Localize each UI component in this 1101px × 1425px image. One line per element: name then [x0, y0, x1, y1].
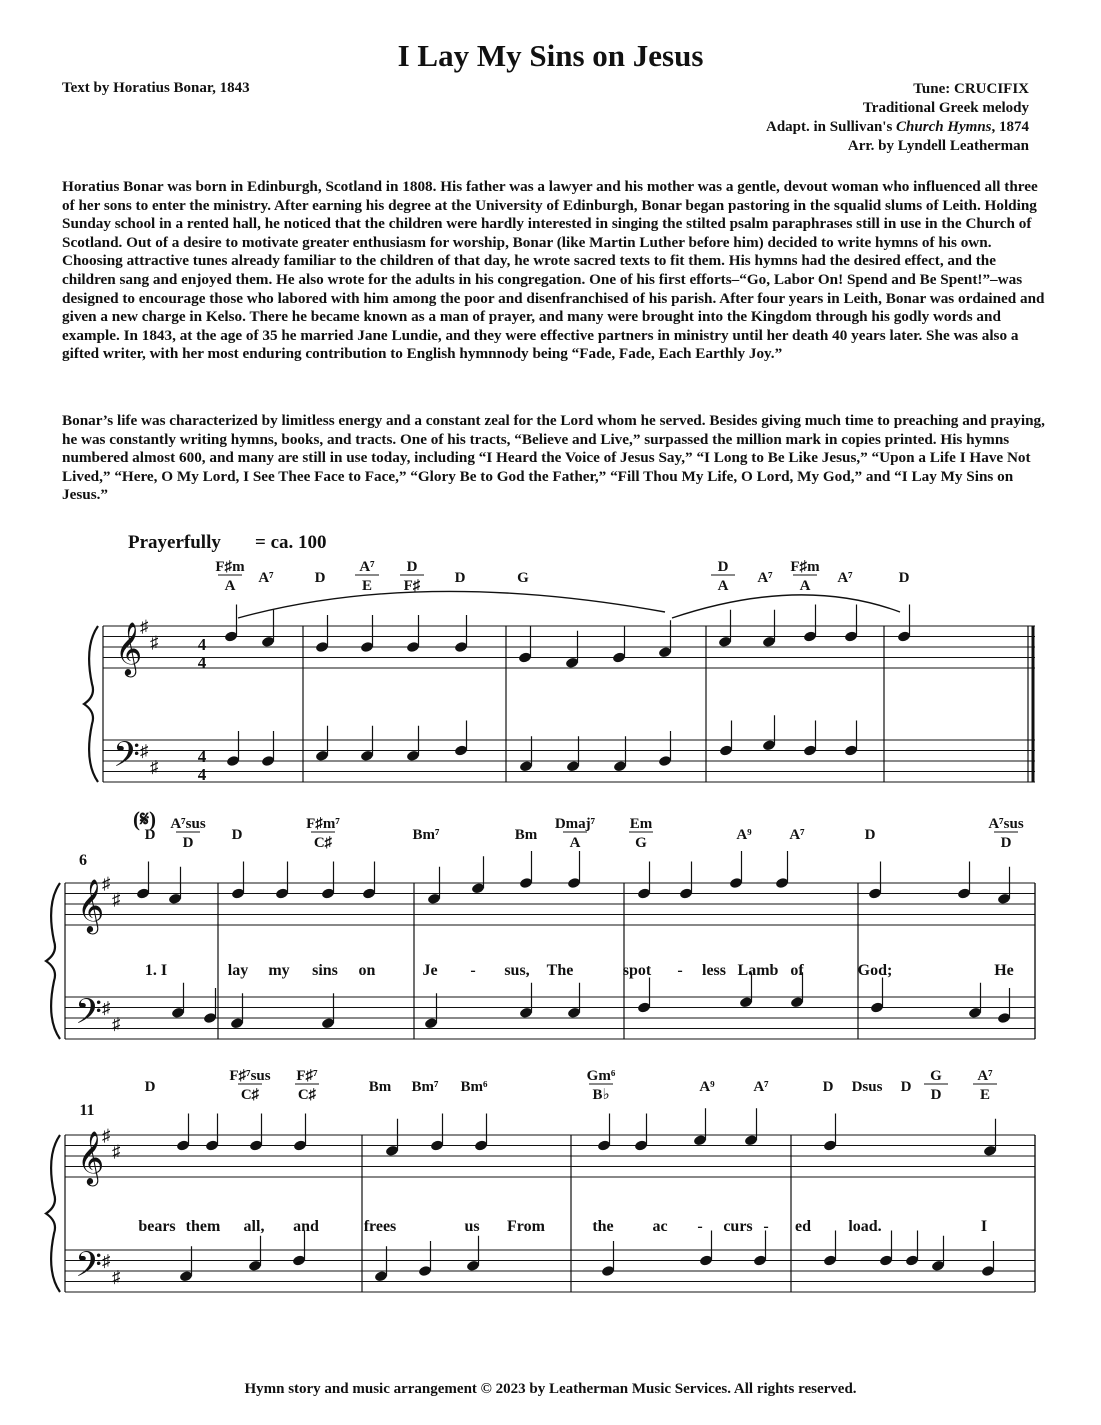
- lyric-syllable: frees: [363, 1218, 397, 1235]
- lyric-syllable: the: [592, 1218, 614, 1235]
- key-sharp: ♯: [102, 998, 111, 1018]
- lyric-syllable: -: [763, 1218, 769, 1235]
- key-sharp: ♯: [102, 1126, 111, 1145]
- lyric-syllable: -: [677, 962, 683, 979]
- chord-symbol: A⁷: [789, 827, 805, 843]
- chord-symbol: A⁷sus: [988, 816, 1024, 832]
- lyric-syllable: Lamb: [737, 962, 779, 979]
- chord-symbol: A⁷: [258, 570, 274, 586]
- chord-symbol: G: [517, 570, 529, 586]
- chord-bass-note: A: [569, 835, 581, 851]
- chord-symbol: D: [822, 1079, 834, 1095]
- adapt-prefix: Adapt. in Sullivan's: [765, 119, 897, 135]
- chord-symbol: Dmaj⁷: [554, 816, 596, 832]
- copyright-footer: Hymn story and music arrangement © 2023 by Leatherman Music Services. All rights reserved.: [244, 1381, 857, 1397]
- hymn-title: I Lay My Sins on Jesus: [397, 38, 704, 73]
- chord-bass-note: C♯: [313, 835, 333, 851]
- chord-symbol: Bm: [368, 1079, 392, 1095]
- chord-symbol: A⁷: [753, 1079, 769, 1095]
- treble-clef: 𝄞: [77, 1132, 105, 1183]
- lyric-syllable: us: [464, 1218, 480, 1235]
- chord-bass-note: A: [717, 578, 729, 594]
- chord-bass-note: E: [361, 578, 373, 594]
- segno-sign: (𝄋): [133, 807, 157, 831]
- chord-symbol: D: [144, 1079, 156, 1095]
- bass-clef: 𝄢: [75, 1247, 103, 1293]
- treble-clef: 𝄞: [115, 623, 143, 674]
- key-sharp: ♯: [112, 1014, 121, 1034]
- system-brace: [46, 883, 60, 1039]
- lyric-syllable: less: [702, 962, 726, 979]
- lyric-syllable: load.: [848, 1218, 882, 1235]
- chord-symbol: F♯⁷sus: [229, 1068, 271, 1084]
- bass-clef: 𝄢: [113, 737, 141, 783]
- key-sharp: ♯: [112, 889, 121, 909]
- system-brace: [46, 1135, 60, 1292]
- lyric-syllable: Je: [422, 962, 438, 979]
- lyric-syllable: sins: [312, 962, 338, 979]
- lyric-syllable: and: [293, 1218, 319, 1235]
- lyric-syllable: -: [470, 962, 476, 979]
- lyric-syllable: of: [790, 962, 804, 979]
- treble-clef: 𝄞: [77, 880, 105, 931]
- bass-time-sig-top: 4: [197, 747, 207, 766]
- tempo-word: Prayerfully: [128, 532, 221, 553]
- key-sharp: ♯: [140, 617, 149, 636]
- chord-symbol: Dsus: [851, 1079, 883, 1095]
- time-sig-bottom: 4: [197, 653, 207, 672]
- bass-clef: 𝄢: [75, 994, 103, 1040]
- key-sharp: ♯: [150, 632, 159, 652]
- chord-symbol: A⁹: [699, 1079, 715, 1095]
- chord-bass-note: C♯: [297, 1087, 317, 1103]
- chord-symbol: F♯m⁷: [306, 816, 340, 832]
- lyric-syllable: my: [268, 962, 290, 979]
- story-paragraph-2: Bonar’s life was characterized by limitless energy and a constant zeal for the Lord whom he served. Besides giving much time to preaching and praying, he was constantly writing hymns, books, and tracts. One of his tracts, “Believe and Live,” surpassed the million mark in copies printed. His hymns numbered almost 600, and many are still in use today, including “I Heard the Voice of Jesus Say,” “I Long to Be Like Jesus,” “Upon a Life I Have Not Lived,” “Here, O My Lord, I See Thee Face to Face,” “Glory Be to God the Father,” “Fill Thou My Life, O Lord, My God,” and “I Lay My Sins on Jesus.”: [62, 412, 1045, 504]
- adapt-year: , 1874: [991, 119, 1029, 135]
- lyric-syllable: bears: [138, 1218, 176, 1235]
- key-sharp: ♯: [102, 1251, 111, 1271]
- lyric-syllable: -: [697, 1218, 703, 1235]
- lyric-syllable: ed: [795, 1218, 811, 1235]
- chord-symbol: A⁷sus: [170, 816, 206, 832]
- text-credit: Text by Horatius Bonar, 1843: [62, 80, 250, 96]
- chord-symbol: F♯m: [790, 559, 820, 575]
- chord-symbol: Bm⁷: [411, 1079, 439, 1095]
- lyric-syllable: He: [994, 962, 1014, 979]
- lyric-syllable: spot: [622, 962, 652, 979]
- melody-line: Traditional Greek melody: [862, 100, 1029, 116]
- chord-symbol: A⁹: [736, 827, 752, 843]
- lyric-syllable: on: [358, 962, 376, 979]
- lyric-syllable: The: [546, 962, 574, 979]
- time-sig-top: 4: [197, 635, 207, 654]
- chord-symbol: Em: [629, 816, 653, 832]
- chord-symbol: D: [864, 827, 876, 843]
- lyric-syllable: lay: [227, 962, 249, 979]
- chord-bass-note: D: [930, 1087, 942, 1103]
- chord-symbol: D: [314, 570, 326, 586]
- arranger-line: Arr. by Lyndell Leatherman: [847, 138, 1029, 154]
- lyric-syllable: From: [507, 1218, 545, 1235]
- key-sharp: ♯: [140, 741, 149, 761]
- chord-bass-note: A: [799, 578, 811, 594]
- chord-symbol: D: [454, 570, 466, 586]
- key-sharp: ♯: [102, 874, 111, 893]
- chord-symbol: D: [717, 559, 729, 575]
- chord-bass-note: D: [1000, 835, 1012, 851]
- lyric-syllable: I: [980, 1218, 988, 1235]
- chord-symbol: F♯⁷: [296, 1068, 318, 1084]
- chord-symbol: D: [898, 570, 910, 586]
- lyric-syllable: them: [185, 1218, 221, 1235]
- lyric-syllable: 1. I: [144, 962, 168, 979]
- phrase-slur: [238, 591, 665, 618]
- chord-symbol: A⁷: [359, 559, 375, 575]
- chord-symbol: A⁷: [837, 570, 853, 586]
- chord-bass-note: D: [182, 835, 194, 851]
- adapt-source: Church Hymns: [896, 119, 992, 135]
- lyric-syllable: God;: [857, 962, 893, 979]
- chord-bass-note: C♯: [240, 1087, 260, 1103]
- tune-line: Tune: CRUCIFIX: [913, 81, 1029, 97]
- story-paragraph-1: Horatius Bonar was born in Edinburgh, Scotland in 1808. His father was a lawyer and his mother was a gentle, devout woman who influenced all three of her sons to enter the ministry. After earning his degree at the University of Edinburgh, Bonar began pastoring in the squalid slums of Leith. Holding Sunday school in a rented hall, he noticed that the children were hardly interested in singing the stilted psalm paraphrases still in use in the Church of Scotland. Out of a desire to motivate greater enthusiasm for worship, Bonar (like Martin Luther before him) decided to write hymns of his own. Choosing attractive tunes already familiar to the children of that day, he wrote sacred texts to fit them. His hymns had the desired effect, and the children sang and enjoyed them. He also wrote for the adults in his congregation. One of his first efforts–“Go, Labor On! Spend and Be Spent!”–was designed to encourage those who labored with him among the poor and disenfranchised of his parish. After four years in Leith, Bonar was ordained and given a new charge in Kelso. There he became known as a man of prayer, and many were brought into the Kingdom through his godly words and example. In 1843, at the age of 35 he married Jane Lundie, and they were effective partners in ministry until her death 40 years later. She was also a gifted writer, with her most enduring contribution to English hymnnody being “Fade, Fade, Each Earthly Joy.”: [62, 178, 1045, 363]
- chord-bass-note: E: [979, 1087, 991, 1103]
- chord-bass-note: A: [224, 578, 236, 594]
- measure-number-11: 11: [79, 1102, 95, 1119]
- chord-symbol: A⁷: [977, 1068, 993, 1084]
- chord-symbol: D: [406, 559, 418, 575]
- chord-symbol: Bm⁶: [460, 1079, 488, 1095]
- phrase-slur: [672, 595, 900, 618]
- key-sharp: ♯: [112, 1267, 121, 1287]
- chord-bass-note: F♯: [403, 578, 421, 594]
- chord-symbol: Bm⁷: [412, 827, 440, 843]
- chord-symbol: D: [231, 827, 243, 843]
- chord-bass-note: B♭: [592, 1087, 610, 1103]
- system-brace: [84, 626, 98, 782]
- chord-symbol: G: [930, 1068, 942, 1084]
- measure-number-6: 6: [79, 852, 87, 869]
- chord-symbol: Gm⁶: [586, 1068, 616, 1084]
- bass-time-sig-bottom: 4: [197, 765, 207, 784]
- lyric-syllable: ac: [652, 1218, 668, 1235]
- chord-symbol: F♯m: [215, 559, 245, 575]
- tempo-value: = ca. 100: [255, 532, 327, 553]
- chord-bass-note: G: [635, 835, 647, 851]
- lyric-syllable: sus,: [504, 962, 530, 979]
- chord-symbol: Bm: [514, 827, 538, 843]
- lyric-syllable: curs: [723, 1218, 753, 1235]
- key-sharp: ♯: [112, 1141, 121, 1161]
- key-sharp: ♯: [150, 757, 159, 777]
- lyric-syllable: all,: [243, 1218, 265, 1235]
- chord-symbol: D: [900, 1079, 912, 1095]
- chord-symbol: A⁷: [757, 570, 773, 586]
- chord-symbol: D: [144, 827, 156, 843]
